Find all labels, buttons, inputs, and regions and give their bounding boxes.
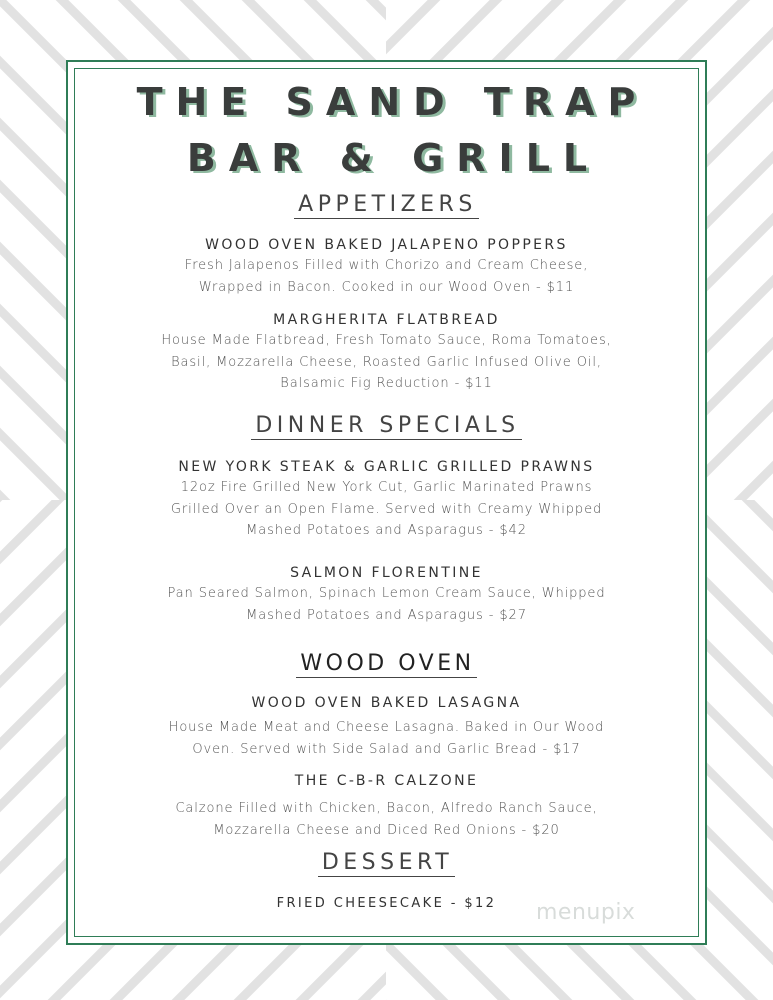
item-description-line: Fresh Jalapenos Filled with Chorizo and Cream Cheese,	[184, 258, 589, 273]
menu-item	[76, 457, 697, 542]
section-heading-appetizers: APPETIZERS	[294, 192, 479, 219]
item-description-line: Oven. Served with Side Salad and Garlic Bread - $17	[192, 741, 581, 757]
section-heading-dessert: DESSERT	[318, 850, 455, 877]
item-name: MARGHERITA FLATBREAD	[273, 312, 500, 328]
item-description-line: House Made Meat and Cheese Lasagna. Baked in Our Wood	[168, 720, 605, 735]
menu-item	[76, 563, 697, 626]
item-description-line: Basil, Mozzarella Cheese, Roasted Garlic Infused Olive Oil,	[171, 354, 602, 370]
menu-item	[76, 693, 697, 760]
section-dinner-specials	[76, 413, 697, 440]
item-description-line: Balsamic Fig Reduction - $11	[280, 376, 493, 391]
item-name: NEW YORK STEAK & GARLIC GRILLED PRAWNS	[178, 459, 595, 475]
menu-content	[76, 70, 697, 935]
item-description-line: Mashed Potatoes and Asparagus - $42	[246, 523, 527, 538]
item-description-line: Mashed Potatoes and Asparagus - $27	[246, 607, 527, 623]
item-name: SALMON FLORENTINE	[290, 565, 483, 581]
restaurant-title-line1: THE SAND TRAP	[136, 80, 649, 124]
section-heading-wood-oven: WOOD OVEN	[296, 651, 476, 678]
item-name: THE C-B-R CALZONE	[294, 773, 479, 789]
menu-item	[76, 310, 697, 395]
item-name: FRIED CHEESECAKE - $12	[276, 896, 497, 911]
watermark-logo: menupix	[536, 900, 636, 925]
menu-item	[76, 771, 697, 841]
item-description-line: Wrapped in Bacon. Cooked in our Wood Oven - $11	[198, 279, 575, 295]
item-name: WOOD OVEN BAKED LASAGNA	[251, 695, 522, 711]
section-dessert	[76, 850, 697, 877]
item-name: WOOD OVEN BAKED JALAPENO POPPERS	[205, 237, 568, 253]
restaurant-title-line2: BAR & GRILL	[186, 136, 601, 180]
item-description-line: House Made Flatbread, Fresh Tomato Sauce, Roma Tomatoes,	[161, 333, 612, 348]
item-description-line: 12oz Fire Grilled New York Cut, Garlic Marinated Prawns	[180, 480, 593, 495]
section-appetizers	[76, 192, 697, 219]
item-description-line: Mozzarella Cheese and Diced Red Onions - $20	[213, 822, 560, 838]
item-description-line: Grilled Over an Open Flame. Served with Creamy Whipped	[170, 501, 603, 517]
item-description-line: Pan Seared Salmon, Spinach Lemon Cream Sauce, Whipped	[167, 586, 606, 601]
section-heading-dinner-specials: DINNER SPECIALS	[251, 413, 521, 440]
title-block	[76, 70, 697, 186]
item-description-line: Calzone Filled with Chicken, Bacon, Alfredo Ranch Sauce,	[175, 801, 598, 816]
section-wood-oven	[76, 651, 697, 678]
menu-item	[76, 235, 697, 298]
